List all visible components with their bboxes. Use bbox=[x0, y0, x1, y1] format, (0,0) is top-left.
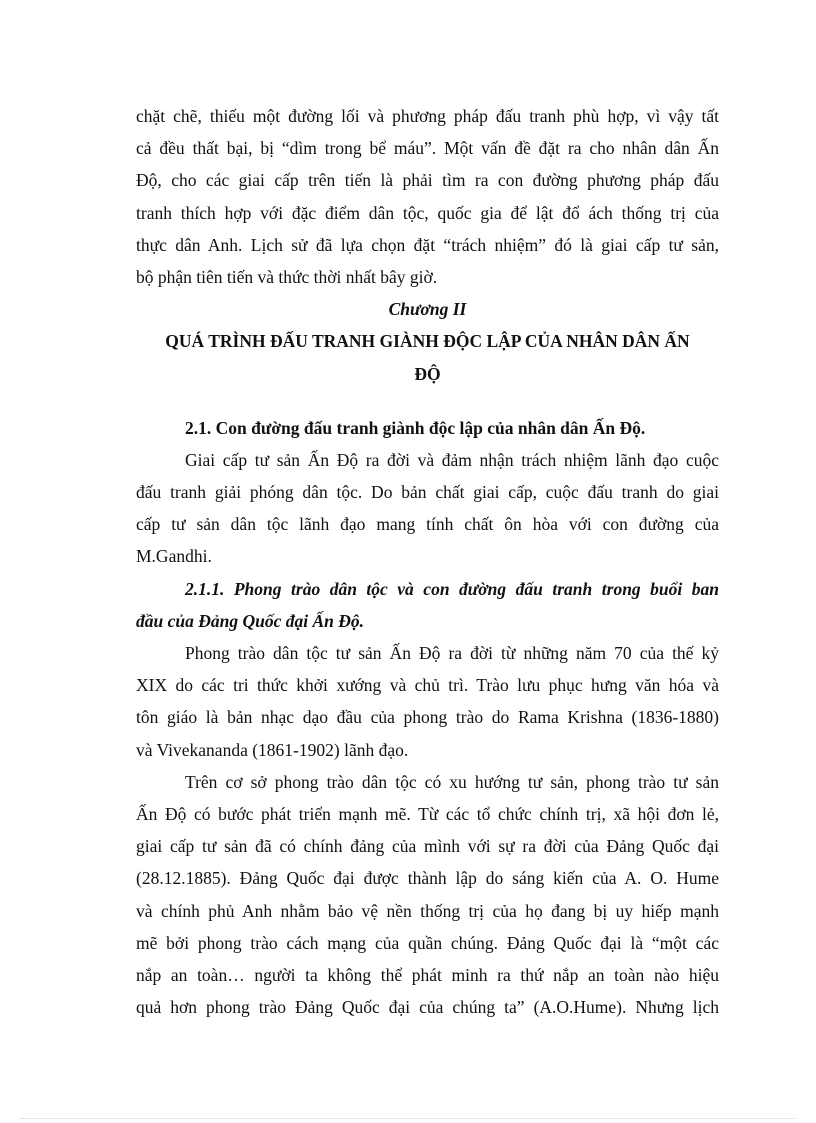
text-line: quả hơn phong trào Đảng Quốc đại của chúng ta” (A.O.Hume). Nhưng lịch bbox=[136, 997, 719, 1018]
text-line: bộ phận tiên tiến và thức thời nhất bây giờ. bbox=[136, 266, 438, 287]
text-line: nắp an toàn… người ta không thể phát minh ra thứ nắp an toàn nào hiệu bbox=[136, 964, 719, 985]
text-line: tôn giáo là bản nhạc dạo đầu của phong trào do Rama Krishna (1836-1880) bbox=[136, 707, 719, 728]
subsection-heading-line: 2.1.1. Phong trào dân tộc và con đường đấu tranh trong buổi ban bbox=[185, 578, 719, 599]
text-line: Trên cơ sở phong trào dân tộc có xu hướng tư sản, phong trào tư sản bbox=[185, 771, 719, 792]
text-line: M.Gandhi. bbox=[136, 546, 212, 567]
text-line: đấu tranh giải phóng dân tộc. Do bản chất giai cấp, cuộc đấu tranh do giai bbox=[136, 482, 719, 503]
intro-paragraph bbox=[136, 100, 719, 293]
paragraph-1 bbox=[136, 444, 719, 573]
spacer bbox=[136, 390, 719, 412]
subsection-heading bbox=[136, 573, 719, 637]
text-line: Giai cấp tư sản Ấn Độ ra đời và đảm nhận trách nhiệm lãnh đạo cuộc bbox=[185, 449, 719, 470]
paragraph-2 bbox=[136, 637, 719, 766]
text-line: mẽ bởi phong trào cách mạng của quần chúng. Đảng Quốc đại là “một các bbox=[136, 932, 719, 953]
text-line: cấp tư sản dân tộc lãnh đạo mang tính chất ôn hòa với con đường của bbox=[136, 514, 719, 535]
chapter-label: Chương II bbox=[388, 299, 467, 320]
text-line: Ấn Độ có bước phát triển mạnh mẽ. Từ các tổ chức chính trị, xã hội đơn lẻ, bbox=[136, 803, 719, 824]
text-line: và Vivekananda (1861-1902) lãnh đạo. bbox=[136, 739, 409, 760]
text-line: (28.12.1885). Đảng Quốc đại được thành lập do sáng kiến của A. O. Hume bbox=[136, 868, 719, 889]
paragraph-3 bbox=[136, 766, 719, 1024]
chapter-title-line: QUÁ TRÌNH ĐẤU TRANH GIÀNH ĐỘC LẬP CỦA NHÂN DÂN ẤN bbox=[165, 331, 690, 352]
text-line: chặt chẽ, thiếu một đường lối và phương pháp đấu tranh phù hợp, vì vậy tất bbox=[136, 106, 719, 126]
chapter-title-line: ĐỘ bbox=[414, 363, 441, 384]
text-line: thực dân Anh. Lịch sử đã lựa chọn đặt “trách nhiệm” đó là giai cấp tư sản, bbox=[136, 234, 719, 255]
subsection-heading-line: đầu của Đảng Quốc đại Ấn Độ. bbox=[136, 610, 365, 631]
text-line: XIX do các tri thức khởi xướng và chủ trì. Trào lưu phục hưng văn hóa và bbox=[136, 675, 719, 696]
document-page bbox=[136, 100, 719, 1023]
chapter-title bbox=[136, 325, 719, 389]
section-heading: 2.1. Con đường đấu tranh giành độc lập của nhân dân Ấn Độ. bbox=[185, 417, 646, 438]
text-line: giai cấp tư sản đã có chính đảng của mình với sự ra đời của Đảng Quốc đại bbox=[136, 836, 719, 857]
text-line: cả đều thất bại, bị “dìm trong bể máu”. Một vấn đề đặt ra cho nhân dân Ấn bbox=[136, 138, 719, 159]
text-line: và chính phủ Anh nhằm bảo vệ nền thống trị của họ đang bị uy hiếp mạnh bbox=[136, 900, 719, 921]
page-bottom-rule bbox=[20, 1118, 796, 1119]
text-line: Phong trào dân tộc tư sản Ấn Độ ra đời từ những năm 70 của thế kỷ bbox=[185, 643, 719, 663]
text-line: tranh thích hợp với đặc điểm dân tộc, quốc gia để lật đổ ách thống trị của bbox=[136, 202, 719, 223]
text-line: Độ, cho các giai cấp trên tiến là phải tìm ra con đường phương pháp đấu bbox=[136, 170, 719, 191]
